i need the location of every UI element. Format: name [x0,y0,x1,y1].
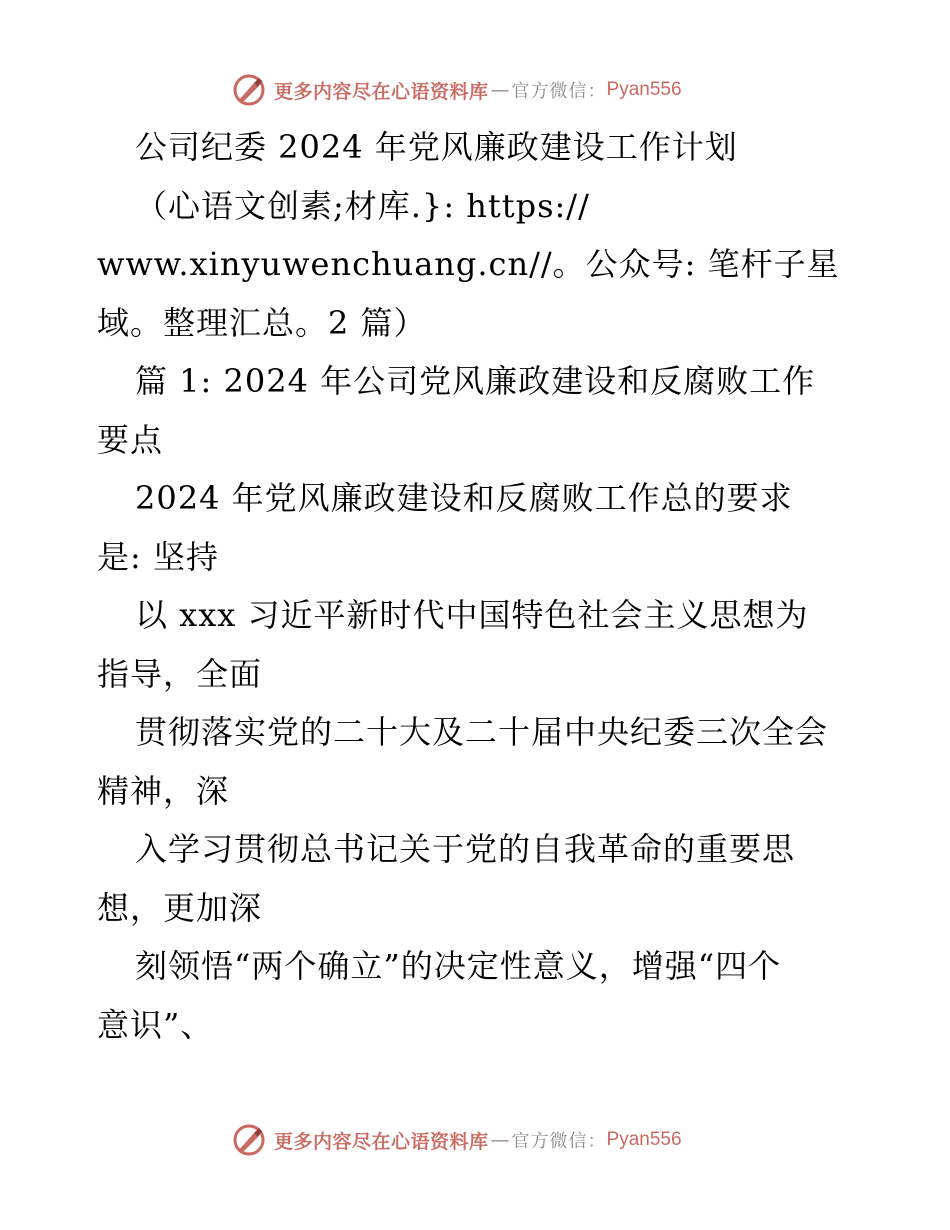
watermark-wechat-id: Pyan556 [606,79,682,100]
pen-logo-icon [232,1123,266,1157]
text-line: 指导，全面 [97,654,263,693]
text-line: 精神，深 [97,771,230,810]
text-line: 域。整理汇总。2 篇） [97,303,427,342]
watermark-dash: — [490,79,510,101]
watermark-dash: — [490,1129,510,1151]
watermark-main-text: 更多内容尽在心语资料库 [274,1130,489,1153]
text-line: （心语文创素;材库.}: https:// [135,186,590,225]
text-line: 是: 坚持 [97,537,219,576]
section-heading-cont: 要点 [97,420,164,459]
watermark-wechat-id: Pyan556 [606,1129,682,1150]
text-line: 以 xxx 习近平新时代中国特色社会主义思想为 [135,596,809,634]
text-line: 想，更加深 [97,888,263,927]
footer-watermark [232,1122,682,1158]
text-line: 贯彻落实党的二十大及二十届中央纪委三次全会 [135,713,829,751]
watermark-sub-text: 官方微信： [511,1131,607,1152]
watermark-main-text: 更多内容尽在心语资料库 [274,80,489,103]
text-line: 刻领悟“两个确立”的决定性意义，增强“四个 [135,947,782,985]
section-heading: 篇 1: 2024 年公司党风廉政建设和反腐败工作 [135,362,816,400]
text-line: 入学习贯彻总书记关于党的自我革命的重要思 [135,830,796,868]
text-line: 2024 年党风廉政建设和反腐败工作总的要求 [135,479,793,517]
text-line: 意识”、 [97,1005,214,1044]
header-watermark [232,72,682,108]
document-title: 公司纪委 2024 年党风廉政建设工作计划 [135,128,738,166]
document-body [97,118,867,1054]
text-line: www.xinyuwenchuang.cn//。公众号: 笔杆子星 [97,245,840,283]
watermark-sub-text: 官方微信： [511,81,607,102]
pen-logo-icon [232,73,266,107]
